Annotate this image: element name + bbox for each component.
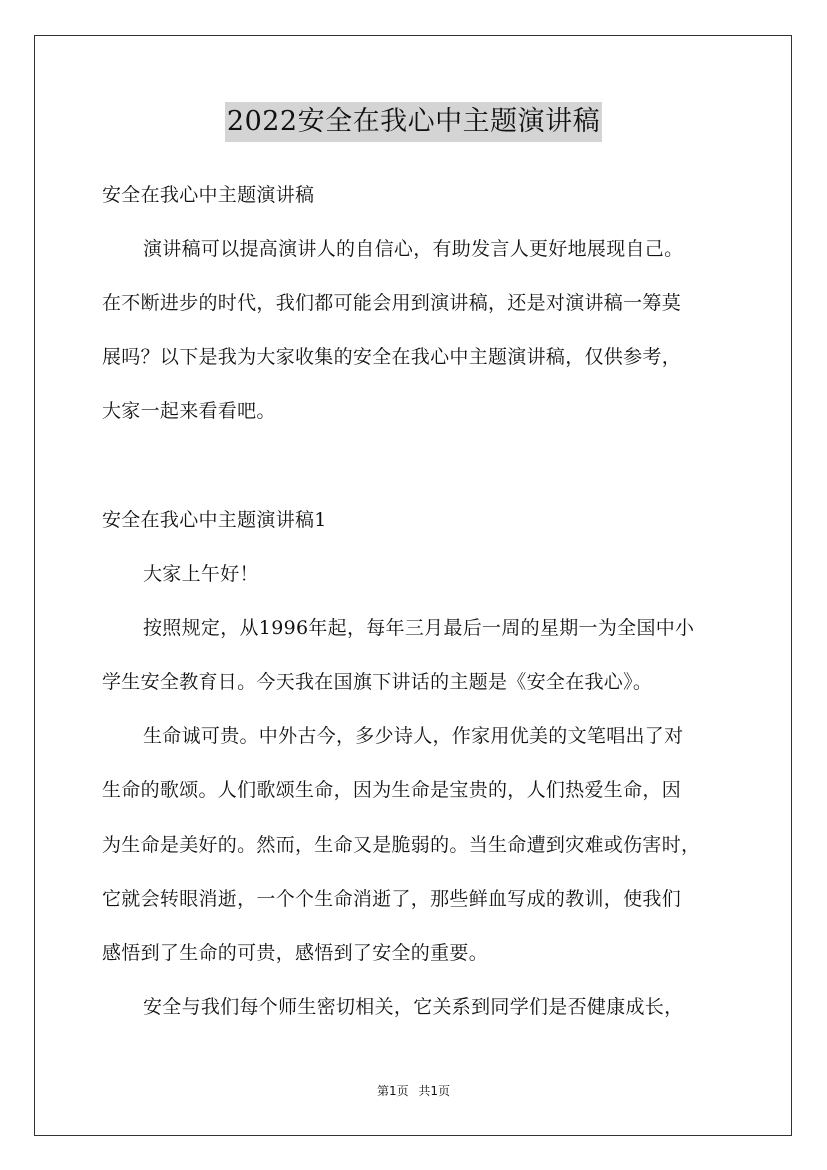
title-container [0,102,827,142]
section-heading: 安全在我心中主题演讲稿1 [102,509,327,531]
page-footer [0,1083,827,1099]
paragraph-line: 生命的歌颂。人们歌颂生命，因为生命是宝贵的，人们热爱生命，因 [102,779,682,801]
paragraph-line: 为生命是美好的。然而，生命又是脆弱的。当生命遭到灾难或伤害时， [102,834,701,856]
paragraph-line: 安全与我们每个师生密切相关，它关系到同学们是否健康成长， [143,996,684,1018]
paragraph-line: 在不断进步的时代，我们都可能会用到演讲稿，还是对演讲稿一筹莫 [102,292,682,314]
paragraph-line: 按照规定，从1996年起，每年三月最后一周的星期一为全国中小 [143,617,695,639]
page-number: 第1页 [376,1084,409,1098]
paragraph-line: 生命诚可贵。中外古今，多少诗人，作家用优美的文笔唱出了对 [143,725,684,747]
paragraph-line: 感悟到了生命的可贵，感悟到了安全的重要。 [102,942,489,964]
subtitle-line: 安全在我心中主题演讲稿 [102,184,315,206]
paragraph-line: 大家一起来看看吧。 [102,400,276,422]
paragraph-line: 大家上午好！ [143,563,259,585]
paragraph-line: 展吗？以下是我为大家收集的安全在我心中主题演讲稿，仅供参考， [102,346,682,368]
paragraph-line: 它就会转眼消逝，一个个生命消逝了，那些鲜血写成的教训，使我们 [102,888,682,910]
paragraph-line: 学生安全教育日。今天我在国旗下讲话的主题是《安全在我心》。 [102,671,653,693]
document-title: 2022安全在我心中主题演讲稿 [225,102,602,142]
paragraph-line: 演讲稿可以提高演讲人的自信心，有助发言人更好地展现自己。 [143,238,684,260]
page-total: 共1页 [418,1084,451,1098]
